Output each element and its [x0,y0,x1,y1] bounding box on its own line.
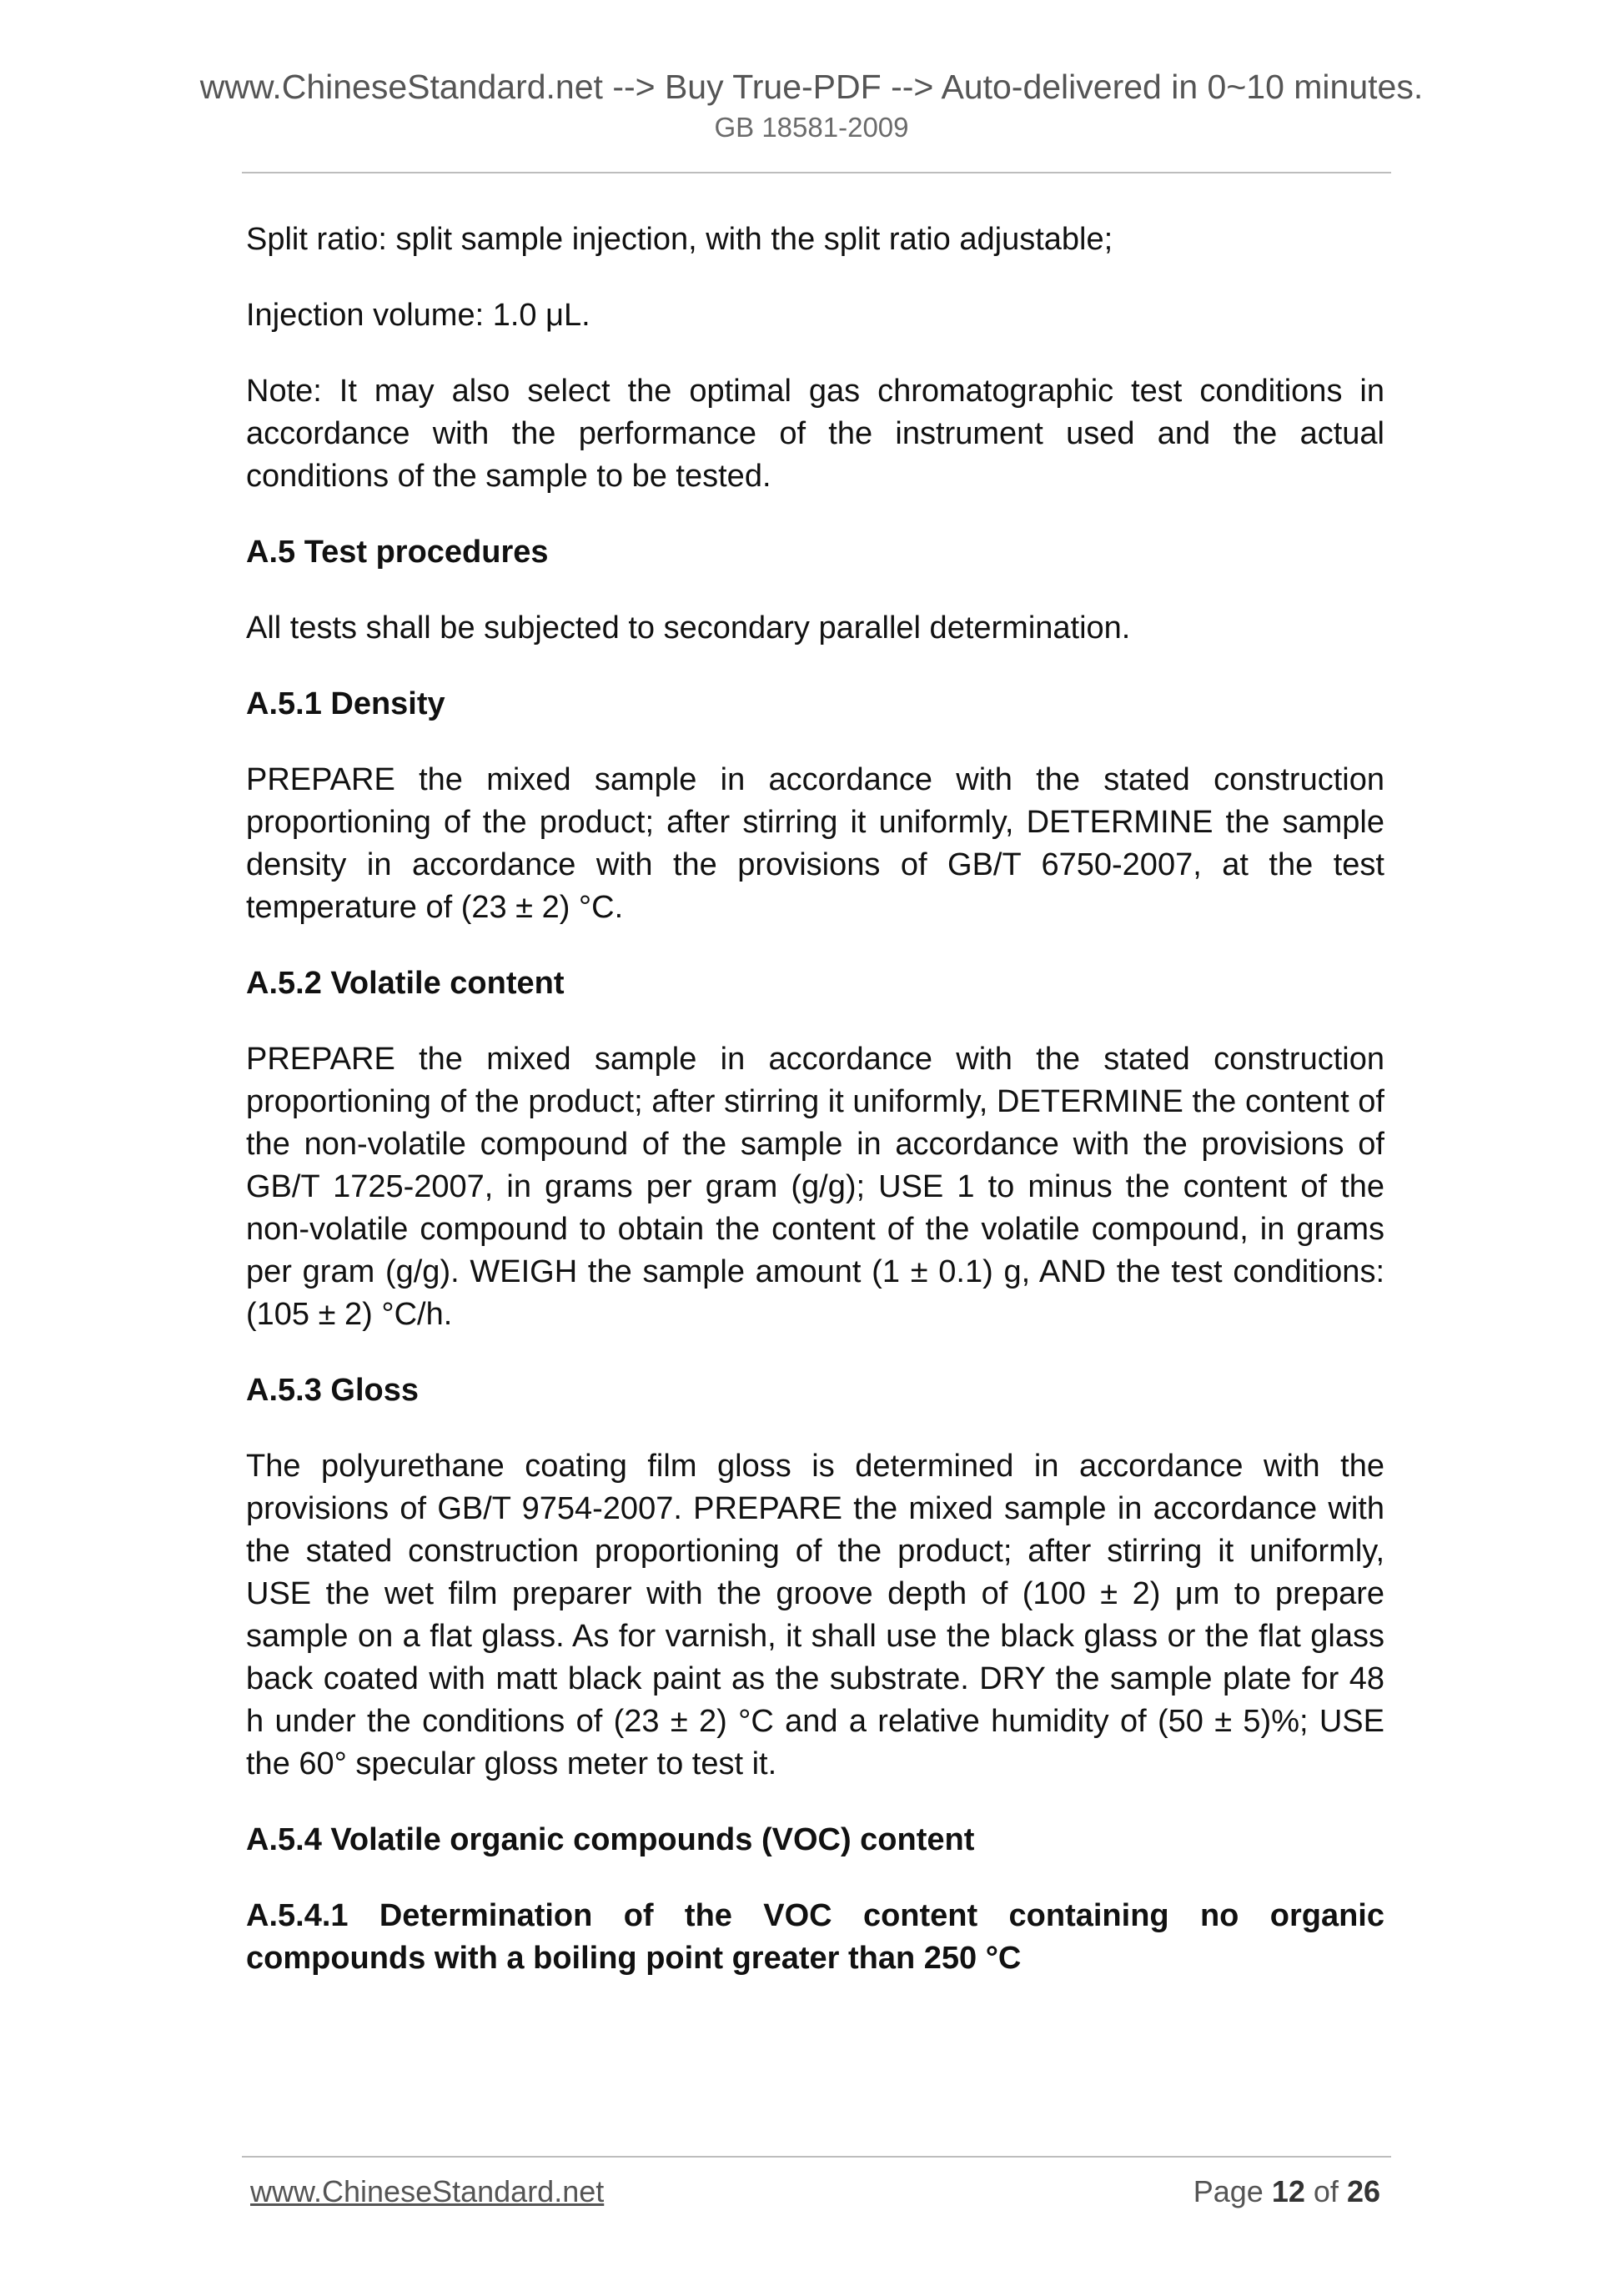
page-of: of [1313,2174,1339,2208]
section-heading-a5-4: A.5.4 Volatile organic compounds (VOC) content [246,1822,975,1857]
document-body [246,219,1384,2013]
note-paragraph: Note: It may also select the optimal gas chromatographic test conditions in accordance with the performance of the instrument used and the actual conditions of the sample to be tested. [246,374,1384,494]
section-heading-a5-2: A.5.2 Volatile content [246,966,565,1001]
page-header [0,65,1623,145]
page-current: 12 [1271,2174,1305,2208]
page-footer [250,2170,1384,2213]
section-heading-a5-1: A.5.1 Density [246,686,445,721]
page-prefix: Page [1193,2174,1264,2208]
footer-site-link[interactable]: www.ChineseStandard.net [250,2174,605,2208]
section-heading-a5: A.5 Test procedures [246,535,549,570]
injection-volume-paragraph: Injection volume: 1.0 μL. [246,298,590,333]
section-a5-3-paragraph: The polyurethane coating film gloss is determined in accordance with the provisions of GB/T 9754-2007. PREPARE the mixed sample in accordance with the stated construction proportioning of the product; after stirring it uniformly, USE the wet film preparer with the groove depth of (100 ± 2) μm to prepare sample on a flat glass. As for varnish, it shall use the black glass or the flat glass back coated with matt black paint as the substrate. DRY the sample plate for 48 h under the conditions of (23 ± 2) °C and a relative humidity of (50 ± 5)%; USE the 60° specular gloss meter to test it. [246,1449,1384,1781]
section-a5-1-paragraph: PREPARE the mixed sample in accordance with the stated construction proportioning of the product; after stirring it uniformly, DETERMINE the sample density in accordance with the provisions of GB/T 6750-2007, at the test temperature of (23 ± 2) °C. [246,762,1384,925]
header-divider [242,172,1391,173]
page-total: 26 [1346,2174,1380,2208]
section-heading-a5-4-1: A.5.4.1 Determination of the VOC content containing no organic compounds with a boiling point greater than 250 °C [246,1898,1384,1976]
section-heading-a5-3: A.5.3 Gloss [246,1373,419,1408]
split-ratio-paragraph: Split ratio: split sample injection, with the split ratio adjustable; [246,222,1113,257]
page-number [1193,2170,1380,2213]
header-promo-text: www.ChineseStandard.net --> Buy True-PDF --> Auto-delivered in 0~10 minutes. [199,68,1424,106]
footer-divider [242,2156,1391,2158]
section-a5-paragraph: All tests shall be subjected to secondary parallel determination. [246,610,1131,646]
section-a5-2-paragraph: PREPARE the mixed sample in accordance with the stated construction proportioning of the product; after stirring it uniformly, DETERMINE the content of the non-volatile compound of the sample in accordance with the provisions of GB/T 1725-2007, in grams per gram (g/g); USE 1 to minus the content of the non-volatile compound to obtain the content of the volatile compound, in grams per gram (g/g). WEIGH the sample amount (1 ± 0.1) g, AND the test conditions: (105 ± 2) °C/h. [246,1042,1384,1332]
standard-number: GB 18581-2009 [714,112,909,143]
